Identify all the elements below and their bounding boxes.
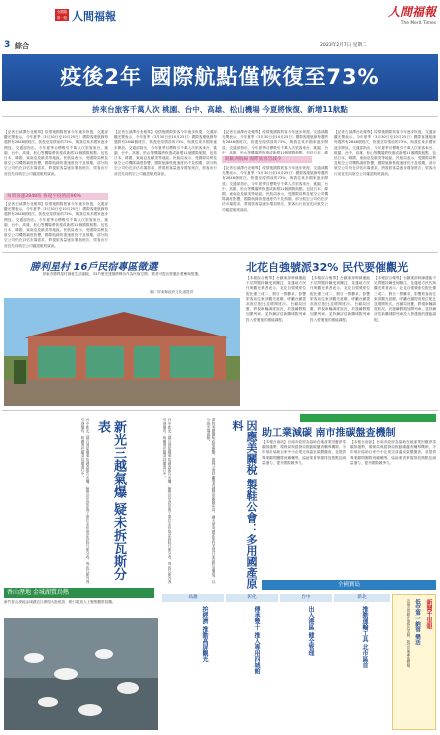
lead-headline: 疫後2年 國際航點僅恢復至73% [60,65,380,89]
story-b-headline: 北花自強號派32% 民代要催觀光 [246,261,409,274]
regional-label-4: 新北 [334,594,390,602]
feature-photo-caption: 屏東市勝利星村創意生活園區，33戶歷史建築將釋出作為民宿空間，業者可提出營運計畫參與徵選。 [42,272,202,276]
edition-tag: 全國版 第一版 [56,10,68,20]
lead-body-col-4: 【記者石誠澤台北報導】疫情後國際旅客今年逐步恢復，交通部觀光署表示，今年夏季（3月30日至10月25日）國際客運航線每週將有2848個班次，恢復至疫情前的73%，與我往來多國家逐步開放。交通部指出，今年夏季目標吸引千萬人次旅客來台，桃園、台中、高雄、松山等機場將恢復或新增11個國際航點，包括日本、韓國、東南亞及歐美等地區。民航局表示，受國際局勢及航空公司機隊調度影響，國際航線恢復速度仍不及預期，部分航空公司仍在評估市場需求，將視旅客量逐步增加班次，旅客出行前宜先向航空公司確認航班資訊。 [334,130,436,176]
headline-banner [2,54,438,101]
regional-label-1: 高雄 [162,594,224,602]
story-c-col-2: 【本報台南訊】台南市政府為協助在地產業因應淨零碳排趨勢，環保局與經發局推動碳盤查輔導機制，今年預計協助百家中小企業完成溫室氣體盤查，並提供專業顧問團隊到廠輔導，協助業者掌握排放熱點及減量潛力，提升國際競爭力。 [350,440,436,465]
date-line: 2023年2月7日 星期二 [320,43,367,48]
regional-col-4 [334,594,390,730]
lead-subtitle-1: 每周客運2848班 恢復至疫情前96% [4,193,108,200]
regional-headline-2: 傳承雙十 推入專用四城館 [253,606,260,675]
page-number: 3 [4,40,11,50]
feature-photo-credit: 圖／屏東縣政府文化處提供 [150,290,194,294]
vertical-a-body: 台中新光三越百貨氣爆事故調查報告出爐，檢警初步認定施工單位未依規定拆除瓦斯分表，導致瓦斯外洩引發爆炸，相關責任釐清持續進行中。 [81,418,90,584]
regional-label-2: 彰化 [226,594,278,602]
lead-body-col-1: 【記者石誠澤台北報導】疫情後國際旅客今年逐步恢復，交通部觀光署表示，今年夏季（3月30日至10月25日）國際客運航線每週將有2848個班次，恢復至疫情前的73%，與我往來多國家逐步開放。交通部指出，今年夏季目標吸引千萬人次旅客來台，桃園、台中、高雄、松山等機場將恢復或新增11個國際航點，包括日本、韓國、東南亞及歐美等地區。民航局表示，受國際局勢及航空公司機隊調度影響，國際航線恢復速度仍不及預期，部分航空公司仍在評估市場需求，將視旅客量逐步增加班次，旅客出行前宜先向航空公司確認航班資訊。 [4,130,108,176]
story-c-headline: 助工業減碳 南市推碳盤查機制 [262,428,396,439]
lead-body-col-3: 【記者石誠澤台北報導】疫情後國際旅客今年逐步恢復，交通部觀光署表示，今年夏季（3月30日至10月25日）國際客運航線每週將有2848個班次，恢復至疫情前的73%，與我往來多國家逐步開放。交通部指出，今年夏季目標吸引千萬人次旅客來台，桃園、台中、高雄、松山等機場將恢復或新增11個國際航點，包括日本、韓 [222,130,328,154]
story-b-col-2: 【本報綜合報導】台鐵東部幹線運能不足問題持續受到關注，花蓮地方民代與觀光業者表示，北花自強號座位配比僅三成二，假日一票難求，影響旅客前往東部觀光意願，呼籲台鐵提高座位配比並增開班次。台鐵局回應，將視車輛調度狀況，於連續假期加開列車，並持續評估新購城際列車投入營運後的運能調配。 [310,276,370,322]
lead-body-col-3b: 【記者石誠澤台北報導】疫情後國際旅客今年逐步恢復，交通部觀光署表示，今年夏季（3月30日至10月25日）國際客運航線每週將有2848個班次，恢復至疫情前的73%，與我往來多國家逐步開放。交通部指出，今年夏季目標吸引千萬人次旅客來台，桃園、台中、高雄、松山等機場將恢復或新增11個國際航點，包括日本、韓國、東南亞及歐美等地區。民航局表示，受國際局勢及航空公司機隊調度影響，國際航線恢復速度仍不及預期，部分航空公司仍在評估市場需求，將視旅客量逐步增加班次，旅客出行前宜先向航空公司確認航班資訊。 [222,166,328,212]
masthead [0,0,440,54]
vertical-a-body-2: 台中新光三越百貨氣爆事故調查報告出爐，檢警初步認定施工單位未依規定拆除瓦斯分表，導致瓦斯外洩引發爆炸，相關責任釐清持續進行中。 [163,418,172,584]
regional-headline-1: 拚經濟 推動高屏觀光 [201,606,208,663]
regional-side-box [392,594,436,730]
lead-body-col-2: 【記者石誠澤台北報導】疫情後國際旅客今年逐步恢復，交通部觀光署表示，今年夏季（3月30日至10月25日）國際客運航線每週將有2848個班次，恢復至疫情前的73%，與我往來多國家逐步開放。交通部指出，今年夏季目標吸引千萬人次旅客來台，桃園、台中、高雄、松山等機場將恢復或新增11個國際航點，包括日本、韓國、東南亞及歐美等地區。民航局表示，受國際局勢及航空公司機隊調度影響，國際航線恢復速度仍不及預期，部分航空公司仍在評估市場需求，將視旅客量逐步增加班次，旅客出行前宜先向航空公司確認航班資訊。 [114,130,217,176]
regional-tag: 新聞千里眼 [425,599,432,629]
logo-english: The Merit Times [400,21,436,26]
regional-note-title: 低空第一納管 樂活 [414,599,420,645]
masthead-logo-right [362,3,436,33]
feature-photo [4,298,240,406]
story-b-col-1: 【本報綜合報導】台鐵東部幹線運能不足問題持續受到關注，花蓮地方民代與觀光業者表示，北花自強號座位配比僅三成二，假日一票難求，影響旅客前往東部觀光意願，呼籲台鐵提高座位配比並增開班次。台鐵局回應，將視車輛調度狀況，於連續假期加開列車，並持續評估新購城際列車投入營運後的運能調配。 [246,276,306,322]
story-c-col-1: 【本報台南訊】台南市政府為協助在地產業因應淨零碳排趨勢，環保局與經發局推動碳盤查輔導機制，今年預計協助百家中小企業完成溫室氣體盤查，並提供專業顧問團隊到廠輔導，協助業者掌握排放熱點及減量潛力，提升國際競爭力。 [262,440,346,465]
regional-col-3 [280,594,332,730]
logo: 人間福報 [72,10,116,23]
wetland-photo [4,618,158,730]
lead-body-col-1b: 【記者石誠澤台北報導】疫情後國際旅客今年逐步恢復，交通部觀光署表示，今年夏季（3月30日至10月25日）國際客運航線每週將有2848個班次，恢復至疫情前的73%，與我往來多國家逐步開放。交通部指出，今年夏季目標吸引千萬人次旅客來台，桃園、台中、高雄、松山等機場將恢復或新增11個國際航點，包括日本、韓國、東南亞及歐美等地區。民航局表示，受國際局勢及航空公司機隊調度影響，國際航線恢復速度仍不及預期，部分航空公司仍在評估市場需求，將視旅客量逐步增加班次，旅客出行前宜先向航空公司確認航班資訊。 [4,202,108,248]
feature-photo-title: 勝利星村 16戶民宿專區徵選 [30,262,158,273]
regional-banner: 全國寶島 [262,580,436,590]
story-c-banner [300,414,436,422]
regional-col-1 [162,594,224,730]
vertical-a-headline: 新光三越氣爆 疑未拆瓦斯分表 [95,420,126,581]
section-label: 綜合 [15,42,29,50]
vertical-b-headline: 因應美關稅 製鞋公會：多用國產原料 [231,420,258,589]
logo-right: 人間福報 [387,5,436,19]
vertical-b-body: 面對美國關稅政策衝擊，製鞋公會呼籲業者調整供應鏈布局，擴大使用國產原料並提升產品附加價值，以分散市場風險。 [207,418,216,584]
regional-col-2 [226,594,278,730]
lead-subhead: 拚來台旅客千萬人次 桃園、台中、高雄、松山機場 今夏將恢復、新增11航點 [92,105,348,114]
story-b-col-3: 【本報綜合報導】台鐵東部幹線運能不足問題持續受到關注，花蓮地方民代與觀光業者表示，北花自強號座位配比僅三成二，假日一票難求，影響旅客前往東部觀光意願，呼籲台鐵提高座位配比並增開班次。台鐵局回應，將視車輛調度狀況，於連續假期加開列車，並持續評估新購城際列車投入營運後的運能調配。 [374,276,436,322]
lead-subtitle-2: 開歐洲航線 國際旅客恐減少 [222,156,312,163]
regional-headline-4: 推動運輸工具 北市區首 [361,606,368,669]
regional-label-3: 台中 [280,594,332,602]
regional-note-body: 各縣市推動在地特色活動，吸引民眾參與體驗。 [406,599,410,671]
wetland-body: 新竹香山溼地金城湖近日湧現大批候鳥，吸引賞鳥人士聚集觀察拍攝。 [4,600,116,604]
wetland-title: 香山溼地 金城湖賞鳥熱 [4,588,154,598]
photo-house-illustration [4,298,240,406]
photo-birds-illustration [4,618,158,730]
regional-headline-3: 出入港區 健全管理 [307,606,314,657]
